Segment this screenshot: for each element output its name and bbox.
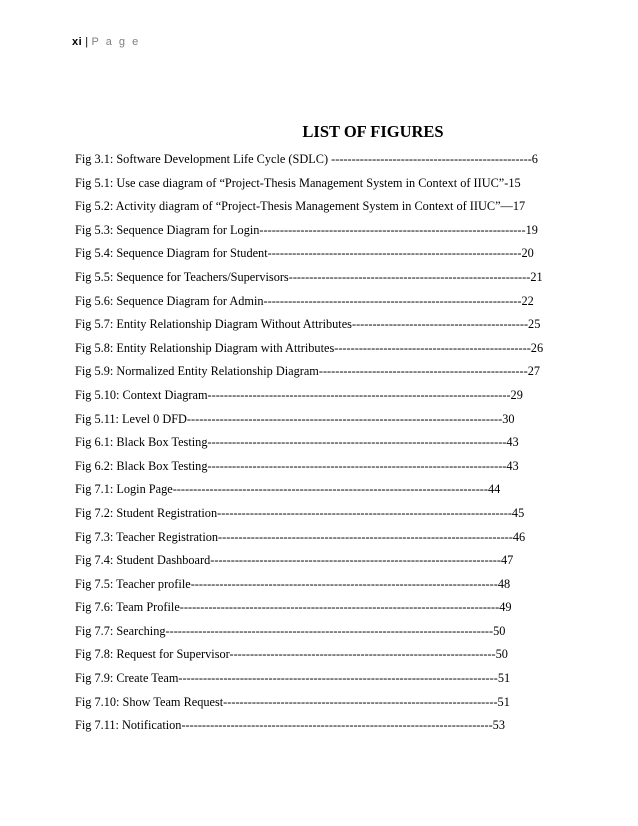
page-header xyxy=(72,36,140,48)
figure-entry[interactable]: Fig 7.9: Create Team------------------------------------------------------------------------------51 xyxy=(75,671,511,686)
figure-entry[interactable]: Fig 7.3: Teacher Registration------------------------------------------------------------------------46 xyxy=(75,529,526,544)
figure-entry[interactable]: Fig 5.10: Context Diagram--------------------------------------------------------------------------29 xyxy=(75,387,523,402)
figure-entry[interactable]: Fig 7.8: Request for Supervisor-----------------------------------------------------------------50 xyxy=(75,647,508,662)
figure-entry[interactable]: Fig 5.3: Sequence Diagram for Login-----------------------------------------------------------------19 xyxy=(75,222,538,237)
figure-entry[interactable]: Fig 7.4: Student Dashboard-----------------------------------------------------------------------47 xyxy=(75,553,514,568)
figure-entry[interactable]: Fig 7.10: Show Team Request-------------------------------------------------------------------51 xyxy=(75,694,510,709)
figure-entry[interactable]: Fig 5.5: Sequence for Teachers/Supervisors-----------------------------------------------------------21 xyxy=(75,269,543,284)
figure-entry[interactable]: Fig 5.8: Entity Relationship Diagram with Attributes------------------------------------------------26 xyxy=(75,340,544,355)
figure-entry[interactable]: Fig 5.2: Activity diagram of “Project-Thesis Management System in Context of IIUC”—17 xyxy=(75,199,526,214)
figures-list xyxy=(75,152,543,742)
page-title xyxy=(0,122,638,142)
figure-entry[interactable]: Fig 7.5: Teacher profile---------------------------------------------------------------------------48 xyxy=(75,576,511,591)
figure-entry[interactable]: Fig 7.7: Searching--------------------------------------------------------------------------------50 xyxy=(75,623,506,638)
figure-entry[interactable]: Fig 5.1: Use case diagram of “Project-Thesis Management System in Context of IIUC”-15 xyxy=(75,175,521,190)
figure-entry[interactable]: Fig 5.4: Sequence Diagram for Student--------------------------------------------------------------20 xyxy=(75,246,534,261)
figure-entry[interactable]: Fig 6.1: Black Box Testing-------------------------------------------------------------------------43 xyxy=(75,435,519,450)
figure-entry[interactable]: Fig 7.1: Login Page-----------------------------------------------------------------------------44 xyxy=(75,482,501,497)
figure-entry[interactable]: Fig 5.7: Entity Relationship Diagram Without Attributes-------------------------------------------25 xyxy=(75,317,541,332)
figure-entry[interactable]: Fig 5.6: Sequence Diagram for Admin---------------------------------------------------------------22 xyxy=(75,293,534,308)
figure-entry[interactable]: Fig 5.9: Normalized Entity Relationship Diagram---------------------------------------------------27 xyxy=(75,364,540,379)
figure-entry[interactable]: Fig 7.2: Student Registration------------------------------------------------------------------------45 xyxy=(75,505,525,520)
figure-entry[interactable]: Fig 6.2: Black Box Testing-------------------------------------------------------------------------43 xyxy=(75,458,519,473)
header-separator: | xyxy=(85,36,89,48)
figure-entry[interactable]: Fig 3.1: Software Development Life Cycle (SDLC) -------------------------------------------------6 xyxy=(75,152,538,166)
figure-entry[interactable]: Fig 5.11: Level 0 DFD-----------------------------------------------------------------------------30 xyxy=(75,411,515,426)
page-number: xi xyxy=(72,36,83,48)
list-of-figures-heading: LIST OF FIGURES xyxy=(302,122,444,141)
figure-entry[interactable]: Fig 7.6: Team Profile------------------------------------------------------------------------------49 xyxy=(75,600,512,615)
figure-entry[interactable]: Fig 7.11: Notification----------------------------------------------------------------------------53 xyxy=(75,718,505,733)
page-word: P a g e xyxy=(91,36,141,48)
